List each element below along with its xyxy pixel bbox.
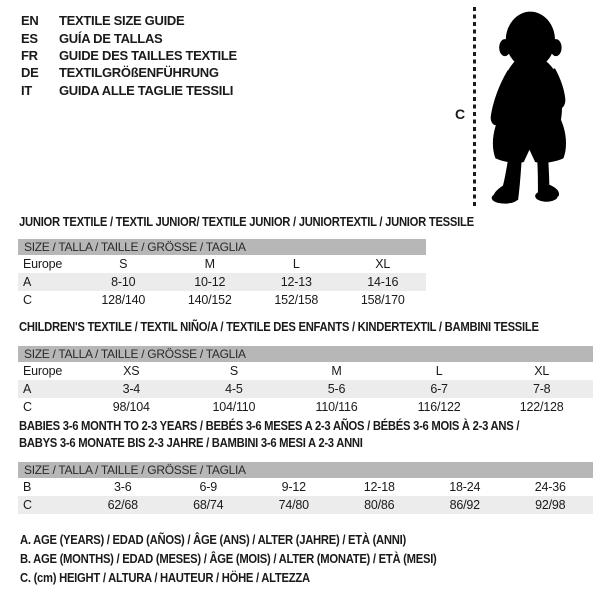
age-cell: 4-5 (225, 382, 243, 396)
language-row (21, 82, 237, 99)
language-code: DE (21, 65, 39, 81)
language-row (21, 29, 237, 46)
table-row (18, 496, 593, 514)
table-row (18, 398, 593, 416)
age-cell: 9-12 (281, 480, 306, 494)
row-label: C (23, 400, 32, 414)
note-height-cm: C. (cm) HEIGHT / ALTURA / HAUTEUR / HÖHE / ALTEZZA (20, 570, 310, 585)
language-row (21, 64, 237, 81)
age-cell: 12-18 (363, 480, 395, 494)
row-label: C (23, 293, 32, 307)
babies-section-title-line2: BABYS 3-6 MONATE BIS 2-3 JAHRE / BAMBINI 3-6 MESI A 2-3 ANNI (19, 436, 363, 450)
size-cell: M (204, 257, 215, 271)
table-row (18, 291, 426, 309)
toddler-silhouette-icon (481, 6, 576, 214)
size-cell: XL (375, 257, 391, 271)
language-title: TEXTILGRÖßENFÜHRUNG (59, 65, 219, 81)
junior-size-table (18, 239, 426, 309)
junior-section-title: JUNIOR TEXTILE / TEXTIL JUNIOR/ TEXTILE JUNIOR / JUNIORTEXTIL / JUNIOR TESSILE (19, 215, 474, 229)
language-title: GUIDE DES TAILLES TEXTILE (59, 47, 237, 63)
size-cell: L (435, 364, 443, 378)
height-measure-label: C (455, 106, 466, 122)
age-cell: 3-4 (122, 382, 141, 396)
height-cell: 74/80 (278, 498, 309, 512)
row-label: A (23, 275, 32, 289)
size-cell: S (229, 364, 238, 378)
language-row (21, 12, 237, 29)
language-code: IT (21, 82, 32, 98)
language-title: TEXTILE SIZE GUIDE (59, 13, 185, 29)
language-title: GUÍA DE TALLAS (59, 30, 163, 46)
height-cell: 152/158 (274, 293, 319, 307)
age-cell: 5-6 (327, 382, 346, 396)
age-cell: 18-24 (449, 480, 481, 494)
row-label: B (23, 480, 32, 494)
height-cell: 104/110 (212, 400, 256, 414)
size-header-bar: SIZE / TALLA / TAILLE / GRÖSSE / TAGLIA (18, 462, 593, 478)
size-cell: L (292, 257, 300, 271)
table-row (18, 362, 593, 380)
note-age-years: A. AGE (YEARS) / EDAD (AÑOS) / ÂGE (ANS) / ALTER (JAHRE) / ETÀ (ANNI) (20, 533, 406, 547)
height-cell: 68/74 (193, 498, 224, 512)
table-row (18, 478, 593, 496)
babies-section-title-line1: BABIES 3-6 MONTH TO 2-3 YEARS / BEBÉS 3-6 MESES A 2-3 AÑOS / BÉBÉS 3-6 MOIS À 2-3 ANS / (19, 419, 520, 433)
age-cell: 6-7 (430, 382, 448, 396)
row-label: A (23, 382, 32, 396)
language-list (21, 12, 237, 99)
age-cell: 14-16 (367, 275, 399, 289)
age-cell: 3-6 (114, 480, 132, 494)
language-code: EN (21, 13, 39, 29)
size-header-bar: SIZE / TALLA / TAILLE / GRÖSSE / TAGLIA (18, 239, 426, 255)
babies-size-table (18, 462, 593, 514)
language-code: ES (21, 30, 38, 46)
age-cell: 24-36 (534, 480, 566, 494)
size-cell: XS (123, 364, 140, 378)
language-code: FR (21, 47, 38, 63)
size-cell: S (119, 257, 128, 271)
language-title: GUIDA ALLE TAGLIE TESSILI (59, 82, 234, 98)
row-label: C (23, 498, 32, 512)
height-cell: 80/86 (364, 498, 395, 512)
height-cell: 98/104 (112, 400, 150, 414)
row-label: Europe (23, 257, 63, 271)
height-cell: 158/170 (360, 293, 405, 307)
height-cell: 110/116 (315, 400, 358, 414)
height-measure-dashed-line (473, 7, 476, 208)
age-cell: 10-12 (194, 275, 226, 289)
age-cell: 12-13 (280, 275, 312, 289)
height-cell: 128/140 (101, 293, 146, 307)
height-cell: 122/128 (519, 400, 564, 414)
table-row (18, 380, 593, 398)
size-header-bar: SIZE / TALLA / TAILLE / GRÖSSE / TAGLIA (18, 346, 593, 362)
language-row (21, 47, 237, 64)
age-cell: 8-10 (111, 275, 136, 289)
height-cell: 92/98 (535, 498, 566, 512)
height-cell: 140/152 (187, 293, 232, 307)
legend-notes (20, 533, 483, 589)
height-cell: 62/68 (107, 498, 138, 512)
height-cell: 86/92 (449, 498, 480, 512)
note-age-months: B. AGE (MONTHS) / EDAD (MESES) / ÂGE (MOIS) / ALTER (MONATE) / ETÀ (MESI) (20, 551, 437, 566)
age-cell: 6-9 (199, 480, 217, 494)
table-row (18, 255, 426, 273)
row-label: Europe (23, 364, 63, 378)
size-cell: M (331, 364, 342, 378)
size-cell: XL (534, 364, 550, 378)
children-section-title: CHILDREN'S TEXTILE / TEXTIL NIÑO/A / TEXTILE DES ENFANTS / KINDERTEXTIL / BAMBINI TESSILE (19, 320, 539, 334)
children-size-table (18, 346, 593, 416)
height-cell: 116/122 (417, 400, 461, 414)
age-cell: 7-8 (532, 382, 551, 396)
table-row (18, 273, 426, 291)
